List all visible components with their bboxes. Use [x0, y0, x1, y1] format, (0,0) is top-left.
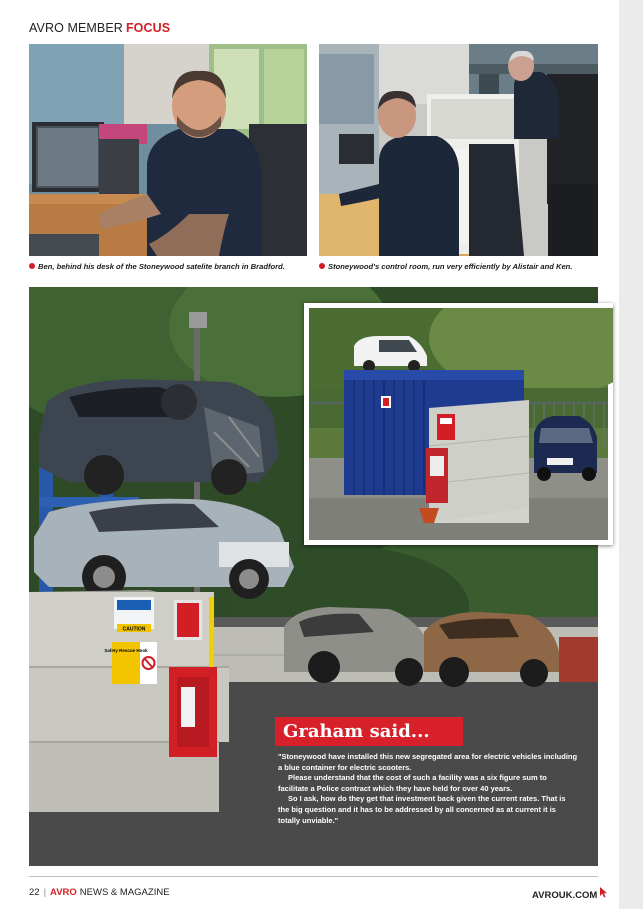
footer-divider [29, 876, 598, 877]
quote-paragraph: So I ask, how do they get that investment back given the current rates. That is the big question and it has to be addressed by all concerned as at current it is totally unviable." [278, 794, 566, 825]
footer-brand: AVRO [50, 887, 77, 898]
safety-sign-text: Safety Rescue Hook [104, 648, 148, 653]
quote-title: Graham said... [275, 717, 463, 746]
caption-photo2-text: Stoneywood's control room, run very efficiently by Alistair and Ken. [328, 262, 573, 271]
footer-separator: | [43, 887, 47, 898]
footer-website-link[interactable] [532, 887, 608, 901]
caution-sign-text: CAUTION [122, 626, 146, 633]
footer-left [29, 887, 170, 898]
photo-ev-area-inset [304, 303, 613, 545]
website-text[interactable]: AVROUK.COM [532, 890, 598, 901]
photo-control-room [319, 44, 598, 256]
caption-photo1-text: Ben, behind his desk of the Stoneywood satelite branch in Bradford. [38, 262, 285, 271]
page-edge-strip [619, 0, 643, 909]
caption-photo2 [319, 262, 572, 271]
section-prefix: AVRO MEMBER [29, 21, 123, 35]
bullet-dot [319, 263, 325, 269]
quote-body [278, 752, 578, 826]
section-accent: FOCUS [125, 21, 171, 35]
footer-magazine-name: NEWS & MAGAZINE [79, 887, 170, 898]
caption-photo1 [29, 262, 285, 271]
section-header [29, 21, 170, 35]
page-number: 22 [29, 887, 40, 898]
bullet-dot [29, 263, 35, 269]
quote-paragraph: "Stoneywood have installed this new segregated area for electric vehicles including a blue container for electric scooters. [278, 752, 578, 772]
quote-paragraph: Please understand that the cost of such a facility was a six figure sum to facilitate a Police contract which they have held for over 40 years. [278, 773, 547, 793]
cursor-pointer-icon [599, 887, 608, 901]
photo-ben-desk [29, 44, 307, 256]
